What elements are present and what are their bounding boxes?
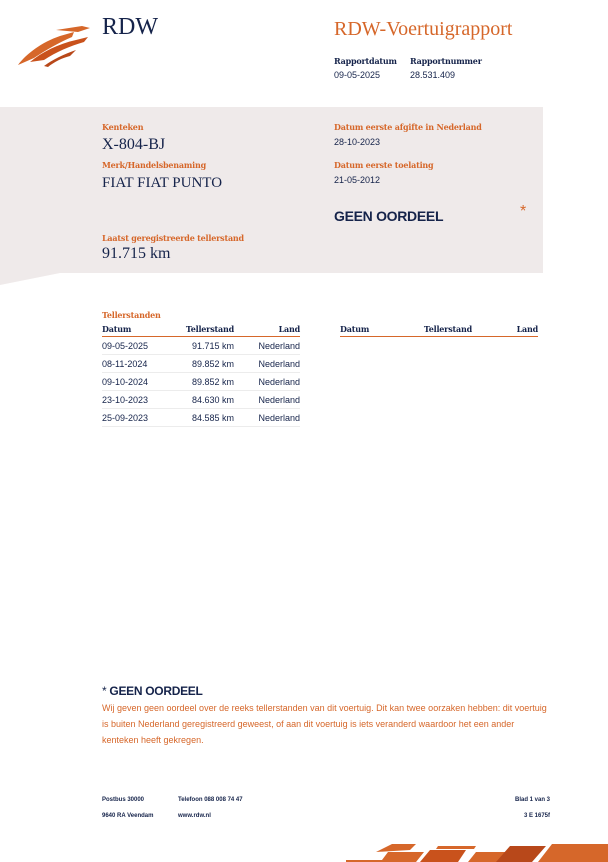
cell-date: 08-11-2024 xyxy=(102,355,172,373)
first-nl-value: 28-10-2023 xyxy=(334,137,381,147)
col-datum: Datum xyxy=(340,324,410,337)
verdict: GEEN OORDEEL xyxy=(334,208,444,224)
footer-postbus: Postbus 30000 xyxy=(102,797,145,803)
readings-title: Tellerstanden xyxy=(102,310,161,320)
note-title: GEEN OORDEEL xyxy=(109,684,203,698)
footer-phone: Telefoon 088 008 74 47 xyxy=(178,797,243,803)
speed-stripes-icon xyxy=(346,842,608,862)
table-row xyxy=(102,409,300,427)
col-tellerstand: Tellerstand xyxy=(172,324,234,337)
plate-value: X-804-BJ xyxy=(102,136,166,153)
footer-code: 3 E 1675f xyxy=(523,813,550,819)
cell-odometer: 89.852 km xyxy=(172,373,234,391)
col-land: Land xyxy=(472,324,538,337)
cell-country: Nederland xyxy=(234,409,300,427)
note-heading xyxy=(102,684,203,698)
band-tail xyxy=(0,273,60,285)
table-row xyxy=(102,355,300,373)
cell-country: Nederland xyxy=(234,337,300,355)
odometer-value: 91.715 km xyxy=(102,245,171,262)
first-admission-value: 21-05-2012 xyxy=(334,175,381,185)
footer-page: Blad 1 van 3 xyxy=(514,797,550,803)
cell-odometer: 84.585 km xyxy=(172,409,234,427)
cell-country: Nederland xyxy=(234,355,300,373)
table-row xyxy=(102,337,300,355)
readings-table xyxy=(102,324,300,427)
first-nl-label: Datum eerste afgifte in Nederland xyxy=(334,122,482,132)
report-number-label: Rapportnummer xyxy=(410,56,482,66)
first-admission-label: Datum eerste toelating xyxy=(334,160,434,170)
make-value: FIAT FIAT PUNTO xyxy=(102,175,223,191)
report-date-label: Rapportdatum xyxy=(334,56,397,66)
footer-website[interactable]: www.rdw.nl xyxy=(178,813,211,819)
report-number: 28.531.409 xyxy=(410,70,456,80)
report-date: 09-05-2025 xyxy=(334,70,381,80)
plate-label: Kenteken xyxy=(102,122,144,132)
cell-odometer: 89.852 km xyxy=(172,355,234,373)
col-tellerstand: Tellerstand xyxy=(410,324,472,337)
cell-date: 09-10-2024 xyxy=(102,373,172,391)
verdict-asterisk: * xyxy=(520,203,527,220)
odometer-label: Laatst geregistreerde tellerstand xyxy=(102,233,244,243)
cell-country: Nederland xyxy=(234,373,300,391)
col-land: Land xyxy=(234,324,300,337)
report-title: RDW-Voertuigrapport xyxy=(334,18,513,40)
table-row xyxy=(102,373,300,391)
cell-date: 23-10-2023 xyxy=(102,391,172,409)
note-asterisk: * xyxy=(102,684,107,698)
cell-country: Nederland xyxy=(234,391,300,409)
note-text: Wij geven geen oordeel over de reeks tellerstanden van dit voertuig. Dit kan twee oorzaken hebben: dit voertuig is buiten Nederland geregistreerd geweest, of aan dit voertuig is iets veranderd waardoor het een ander kenteken heeft gekregen. xyxy=(102,703,547,745)
footer-address: 9640 RA Veendam xyxy=(102,813,154,819)
cell-date: 25-09-2023 xyxy=(102,409,172,427)
rdw-logo-icon xyxy=(16,24,92,68)
make-label: Merk/Handelsbenaming xyxy=(102,160,207,170)
col-datum: Datum xyxy=(102,324,172,337)
cell-odometer: 91.715 km xyxy=(172,337,234,355)
table-row xyxy=(102,391,300,409)
cell-date: 09-05-2025 xyxy=(102,337,172,355)
readings-table-second xyxy=(340,324,538,337)
org-name: RDW xyxy=(102,14,158,40)
cell-odometer: 84.630 km xyxy=(172,391,234,409)
